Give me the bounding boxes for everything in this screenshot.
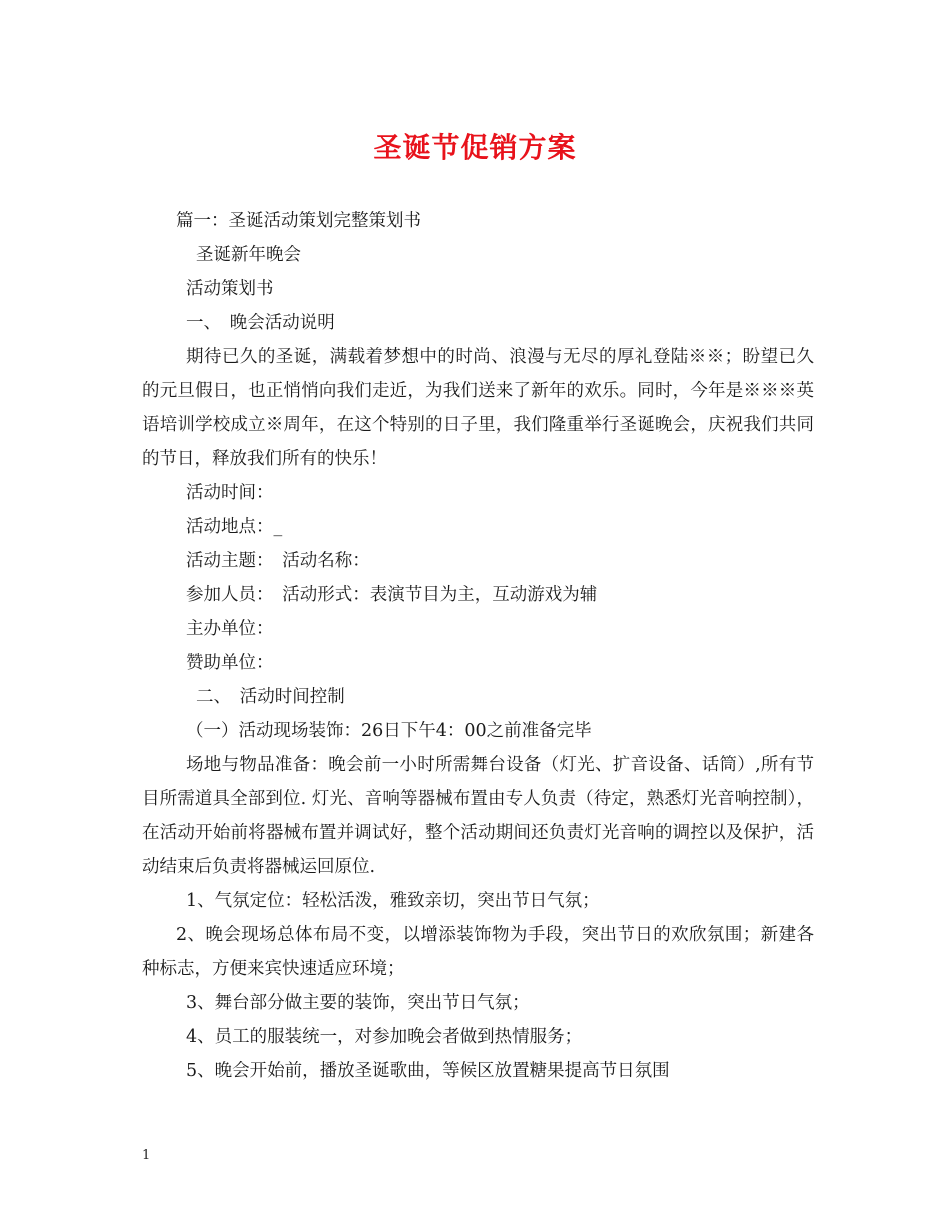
- list-item-2: 2、晚会现场总体布局不变，以增添装饰物为手段，突出节日的欢欣氛围；新建各种标志，方便来宾快速适应环境；: [142, 925, 814, 979]
- field-theme-name: 活动主题： 活动名称：: [186, 551, 370, 571]
- section-heading-schedule: 二、 活动时间控制: [196, 687, 345, 707]
- field-location: 活动地点：_: [186, 517, 283, 537]
- document-body: [142, 204, 814, 1088]
- list-item-3: 3、舞台部分做主要的装饰，突出节日气氛；: [186, 993, 530, 1013]
- section-heading-part-one: 篇一：圣诞活动策划完整策划书: [176, 211, 421, 231]
- schedule-decoration-line: （一）活动现场装饰：26日下午4：00之前准备完毕: [186, 721, 592, 741]
- field-organizer: 主办单位：: [186, 619, 274, 639]
- list-item-5: 5、晚会开始前，播放圣诞歌曲，等候区放置糖果提高节日氛围: [186, 1061, 670, 1081]
- field-time: 活动时间：: [186, 483, 274, 503]
- list-item-4: 4、员工的服装统一，对参加晚会者做到热情服务；: [186, 1027, 583, 1047]
- field-sponsor: 赞助单位：: [186, 653, 274, 673]
- list-item-1: 1、气氛定位：轻松活泼，雅致亲切，突出节日气氛；: [186, 891, 600, 911]
- page-number: 1: [142, 1148, 151, 1163]
- overview-paragraph: 期待已久的圣诞，满载着梦想中的时尚、浪漫与无尽的厚礼登陆※※；盼望已久的元旦假日，也正悄悄向我们走近，为我们送来了新年的欢乐。同时，今年是※※※英语培训学校成立※周年，在这个特别的日子里，我们隆重举行圣诞晚会，庆祝我们共同的节日，释放我们所有的快乐！: [142, 347, 814, 469]
- venue-preparation-paragraph: 场地与物品准备：晚会前一小时所需舞台设备（灯光、扩音设备、话筒）,所有节目所需道具全部到位. 灯光、音响等器械布置由专人负责（待定，熟悉灯光音响控制），在活动开始前将器械布置并调试好，整个活动期间还负责灯光音响的调控以及保护，活动结束后负责将器械运回原位.: [142, 755, 814, 877]
- event-name-line: 圣诞新年晚会: [196, 245, 301, 265]
- document-title: 圣诞节促销方案: [373, 131, 577, 164]
- field-participants-format: 参加人员： 活动形式：表演节目为主，互动游戏为辅: [186, 585, 598, 605]
- section-heading-overview: 一、 晚会活动说明: [186, 313, 335, 333]
- plan-label-line: 活动策划书: [186, 279, 274, 299]
